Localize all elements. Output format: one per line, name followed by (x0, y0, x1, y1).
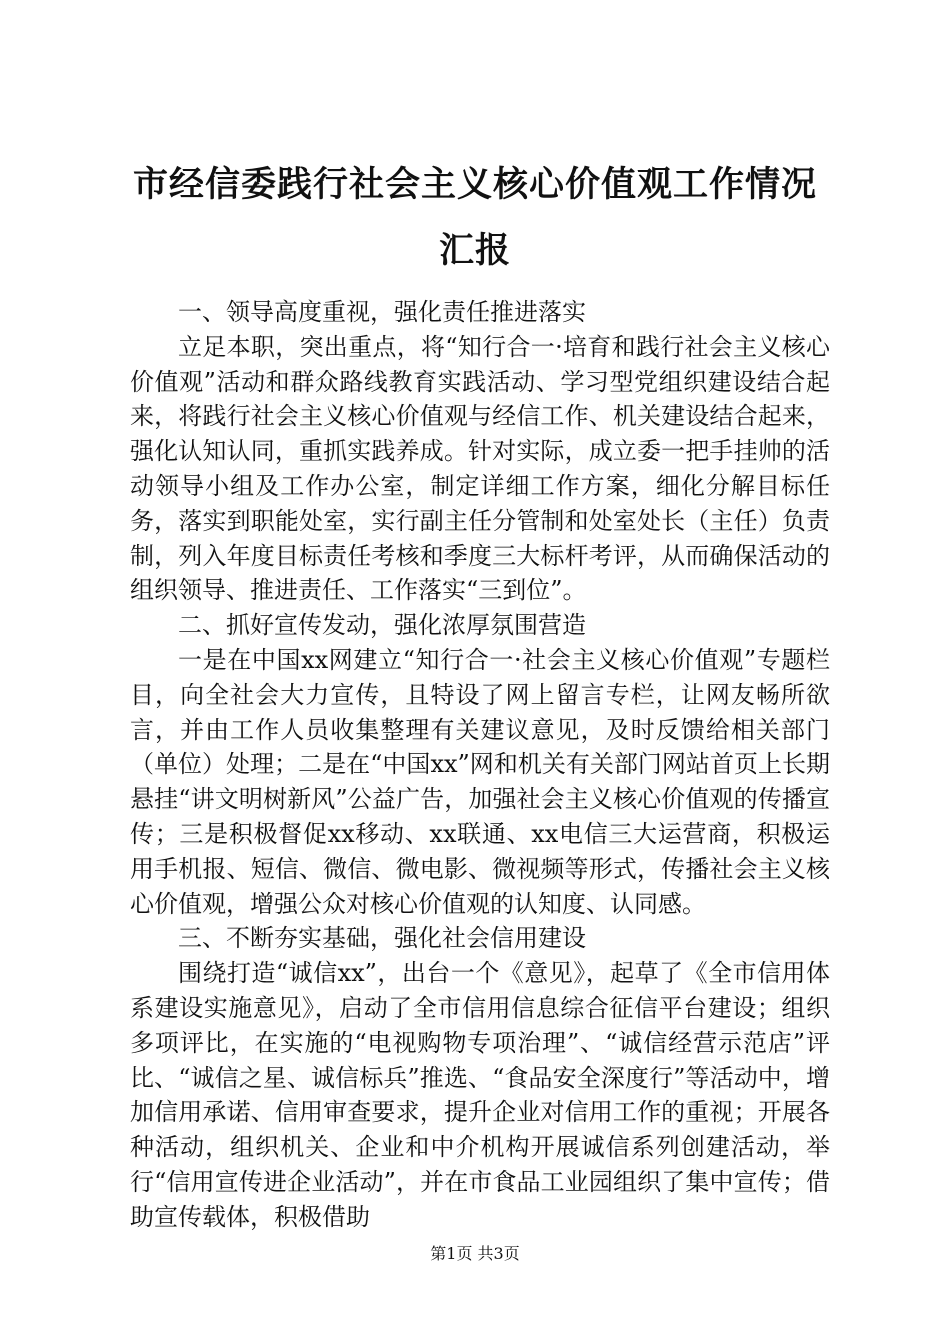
section-paragraph-3: 围绕打造“诚信xx”，出台一个《意见》，起草了《全市信用体系建设实施意见》，启动了全市信用信息综合征信平台建设；组织多项评比，在实施的“电视购物专项治理”、“诚信经营示范店”评比、“诚信之星、诚信标兵”推选、“食品安全深度行”等活动中，增加信用承诺、信用审查要求，提升企业对信用工作的重视；开展各种活动，组织机关、企业和中介机构开展诚信系列创建活动，举行“信用宣传进企业活动”，并在市食品工业园组织了集中宣传；借助宣传载体，积极借助 (130, 959, 830, 1231)
document-title: 市经信委践行社会主义核心价值观工作情况汇报 (132, 164, 817, 271)
document-body (130, 295, 830, 1235)
section-paragraph-2: 一是在中国xx网建立“知行合一·社会主义核心价值观”专题栏目，向全社会大力宣传，且特设了网上留言专栏，让网友畅所欲言，并由工作人员收集整理有关建议意见，及时反馈给相关部门（单位）处理；二是在“中国xx”网和机关有关部门网站首页上长期悬挂“讲文明树新风”公益广告，加强社会主义核心价值观的传播宣传；三是积极督促xx移动、xx联通、xx电信三大运营商，积极运用手机报、短信、微信、微电影、微视频等形式，传播社会主义核心价值观，增强公众对核心价值观的认知度、认同感。 (130, 645, 830, 918)
section-paragraph-1: 立足本职，突出重点，将“知行合一·培育和践行社会主义核心价值观”活动和群众路线教育实践活动、学习型党组织建设结合起来，将践行社会主义核心价值观与经信工作、机关建设结合起来，强化认知认同，重抓实践养成。针对实际，成立委一把手挂帅的活动领导小组及工作办公室，制定详细工作方案，细化分解目标任务，落实到职能处室，实行副主任分管制和处室处长（主任）负责制，列入年度目标责任考核和季度三大标杆考评，从而确保活动的组织领导、推进责任、工作落实“三到位”。 (130, 332, 830, 605)
section-heading-1: 一、领导高度重视，强化责任推进落实 (178, 298, 586, 326)
page-footer: 第1页 共3页 (430, 1244, 520, 1263)
section-heading-3: 三、不断夯实基础，强化社会信用建设 (178, 924, 586, 953)
section-heading-2: 二、抓好宣传发动，强化浓厚氛围营造 (178, 611, 586, 640)
